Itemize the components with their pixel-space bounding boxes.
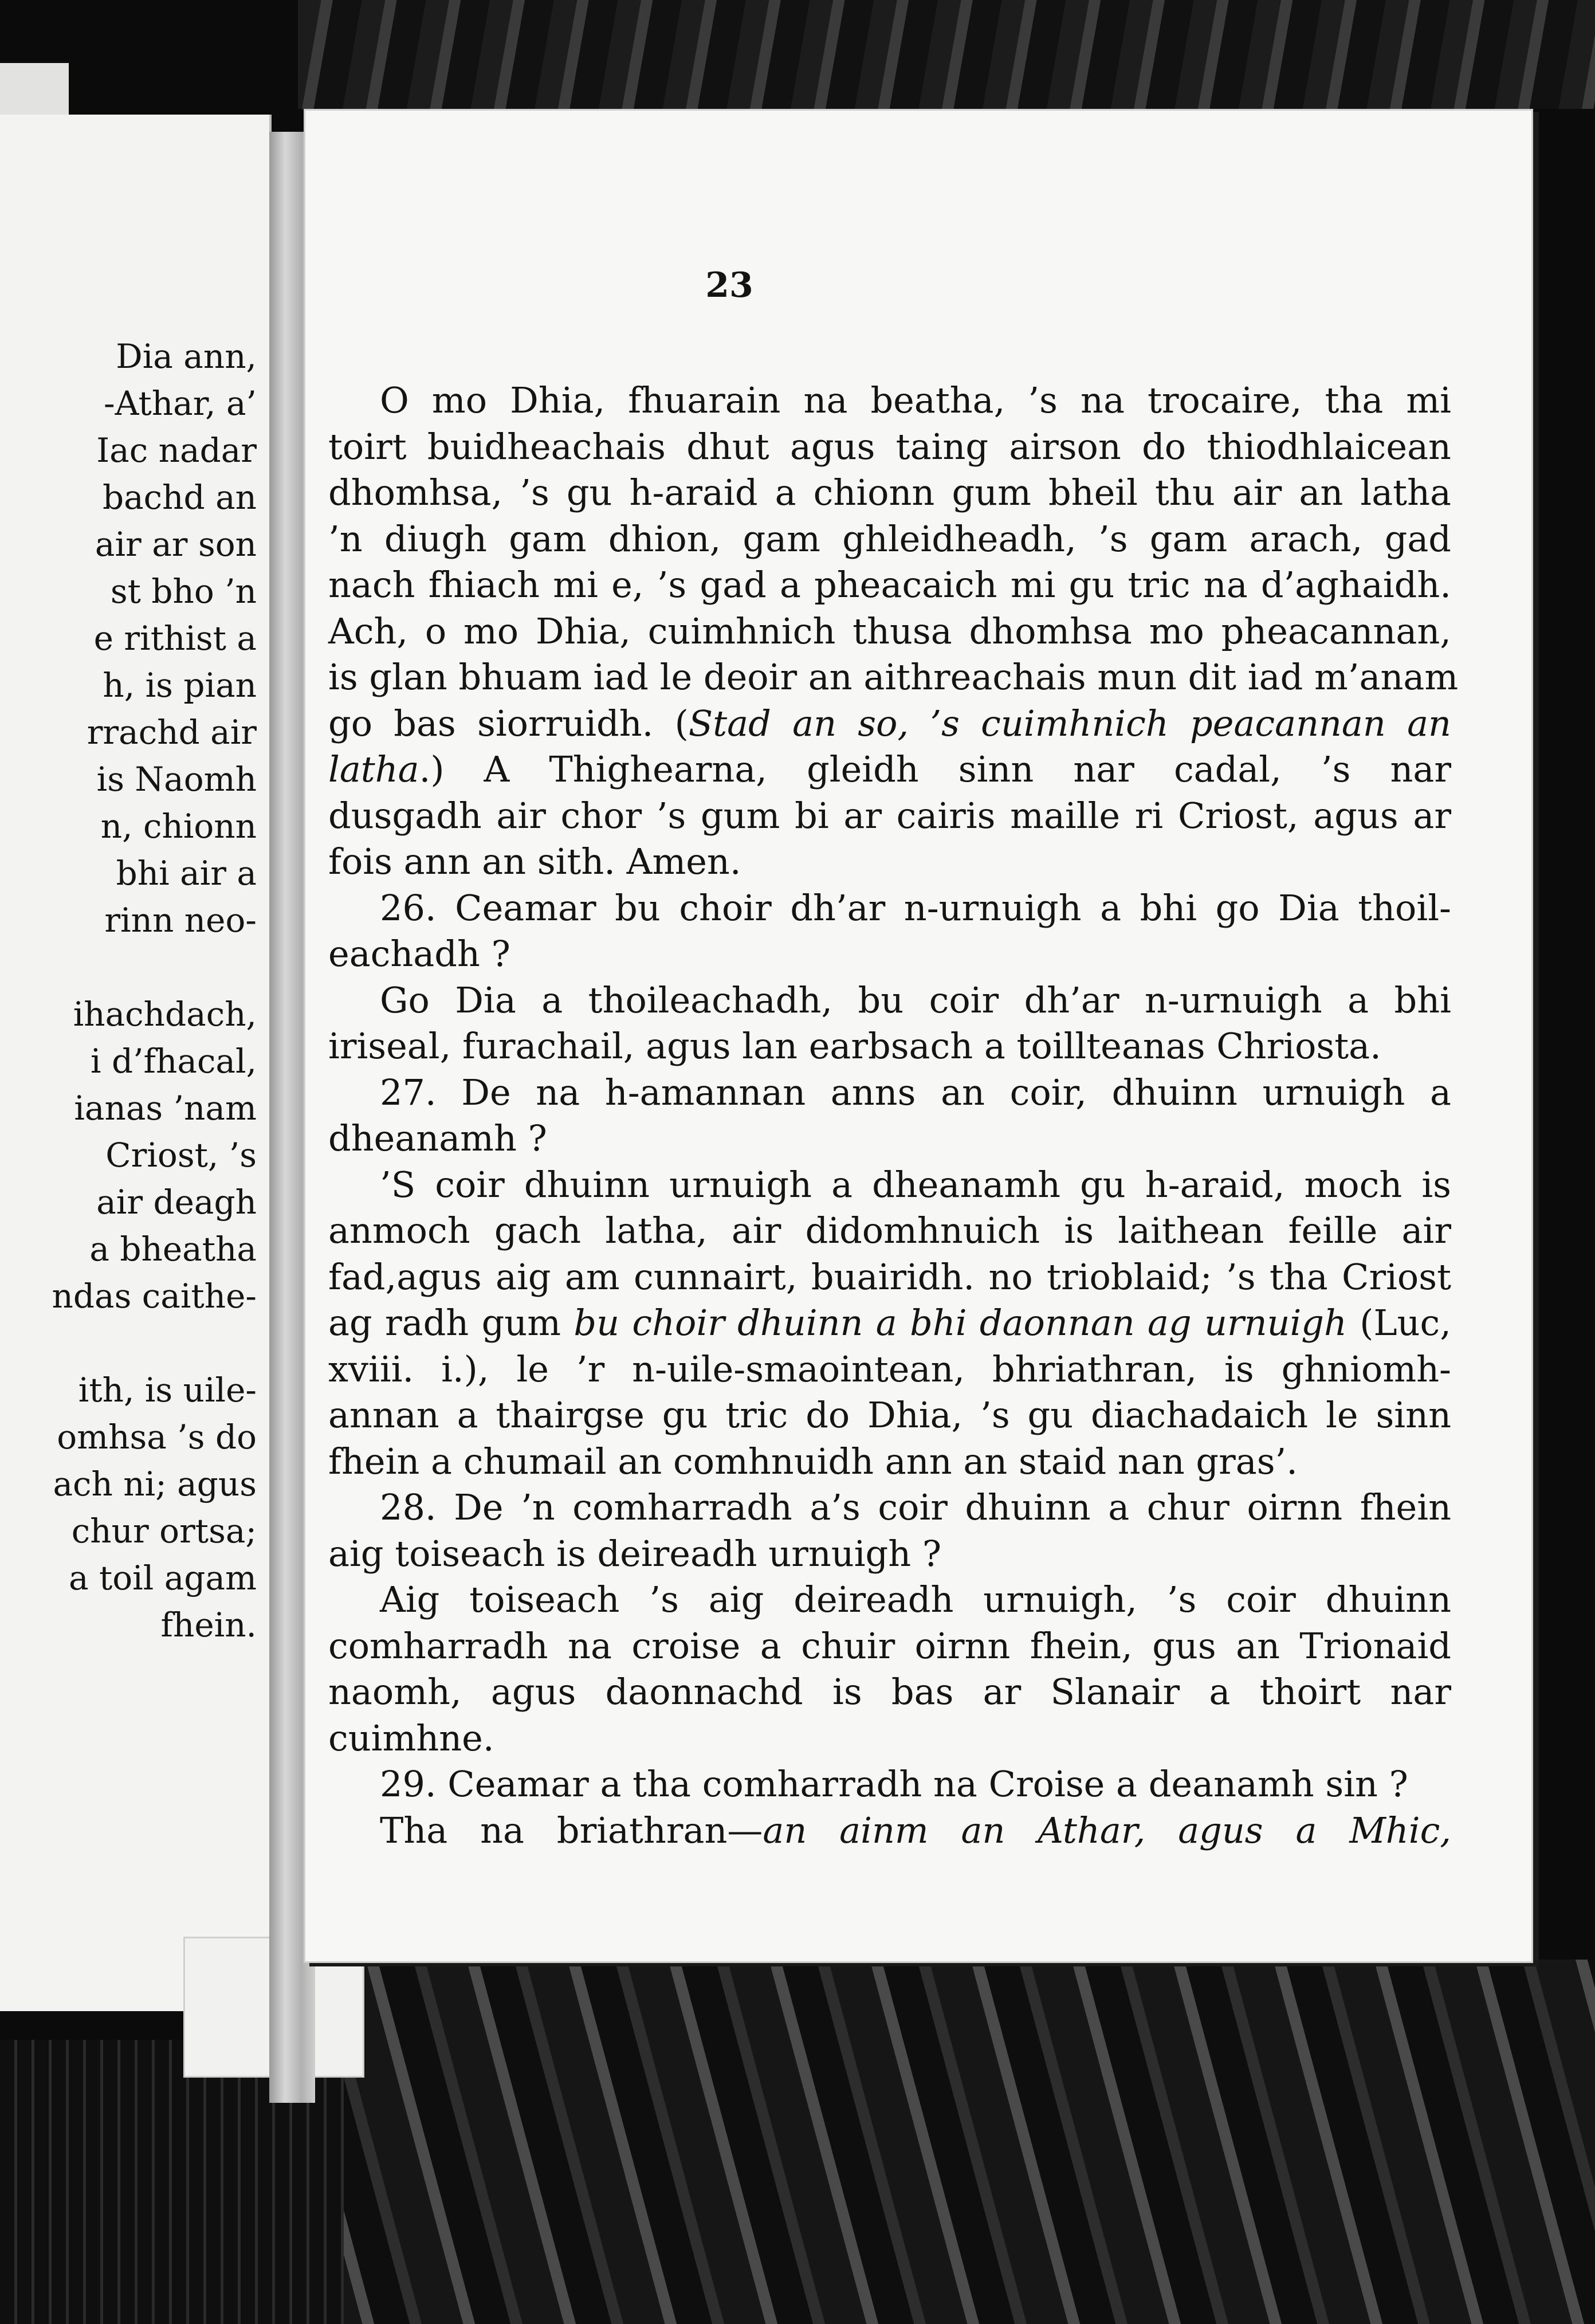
line-text: 26. Ceamar bu choir dh’ar n-urnuigh a bhi go Dia thoil- (380, 886, 1451, 929)
body-text-line (328, 888, 1451, 929)
line-text: iriseal, furachail, agus lan earbsach a toillteanas Chriosta. (328, 1025, 1381, 1067)
body-text-line (328, 841, 1451, 882)
right-page (304, 109, 1533, 1963)
line-text: 28. De ’n comharradh a’s coir dhuinn a chur oirnn fhein (380, 1486, 1451, 1528)
line-text: dusgadh air chor ’s gum bi ar cairis maille ri Criost, agus ar (328, 794, 1451, 837)
line-text: is glan bhuam iad le deoir an aithreachais mun dit iad m’anam (328, 656, 1459, 698)
line-text: xviii. i.), le ’r n-uile-smaointean, bhriathran, is ghniomh- (328, 1348, 1451, 1390)
left-page-line: Iac nadar (96, 431, 257, 470)
body-text-line (328, 795, 1451, 837)
left-page-line: a toil agam (68, 1559, 257, 1597)
body-text-line (328, 472, 1451, 513)
left-page-line: omhsa ’s do (57, 1418, 257, 1457)
line-text: go bas siorruidh. ( (328, 702, 689, 744)
left-page-line: rrachd air (87, 713, 257, 752)
body-text-line (328, 1441, 1451, 1482)
line-text: fad,agus aig am cunnairt, buairidh. no trioblaid; ’s tha Criost (328, 1255, 1451, 1298)
left-page-line: st bho ’n (110, 572, 257, 611)
line-text-after: (Luc, (1346, 1302, 1451, 1344)
left-page-line: ach ni; agus (53, 1465, 257, 1503)
body-text-line (328, 380, 1451, 421)
line-text: fhein a chumail an comhnuidh ann an staid nan gras’. (328, 1440, 1298, 1482)
body-text-line (328, 611, 1451, 652)
body-text-line (328, 1533, 1451, 1575)
line-text: aig toiseach is deireadh urnuigh ? (328, 1532, 942, 1575)
left-page-line: air ar son (95, 525, 257, 564)
italic-text: latha (328, 748, 419, 790)
left-page-line: a bheatha (89, 1230, 257, 1269)
left-page-line: air deagh (96, 1183, 257, 1222)
line-text: fois ann an sith. Amen. (328, 841, 741, 882)
line-text: O mo Dhia, fhuarain na beatha, ’s na trocaire, tha mi (380, 379, 1451, 421)
left-page-line: Dia ann, (116, 337, 257, 376)
left-page-line: is Naomh (96, 760, 257, 799)
body-text-line (328, 1671, 1451, 1713)
dark-backdrop-bottom (321, 1960, 1595, 2324)
line-text: ’n diugh gam dhion, gam ghleidheadh, ’s gam arach, gad (328, 517, 1451, 560)
left-page-line: bhi air a (116, 854, 257, 893)
line-text: ’S coir dhuinn urnuigh a dheanamh gu h-araid, moch is (380, 1163, 1451, 1206)
body-text-line (328, 1395, 1451, 1436)
left-page-line: e rithist a (93, 619, 257, 658)
left-page-line: bachd an (102, 478, 257, 517)
body-text-line (328, 1257, 1451, 1298)
line-text: 29. Ceamar a tha comharradh na Croise a deanamh sin ? (380, 1763, 1408, 1805)
left-page-line: ihachdach, (73, 995, 257, 1034)
left-page-line: h, is pian (103, 666, 257, 705)
left-page-line: ianas ’nam (74, 1089, 257, 1128)
body-text-line (328, 656, 1459, 698)
left-page-line: -Athar, a’ (104, 384, 257, 423)
body-text-line (328, 426, 1451, 468)
left-page-line: i d’fhacal, (91, 1042, 257, 1081)
italic-text: bu choir dhuinn a bhi daonnan ag urnuigh (573, 1302, 1347, 1344)
body-text-line (328, 1626, 1451, 1667)
body-text-line (328, 703, 1451, 744)
line-text: naomh, agus daonnachd is bas ar Slanair a thoirt nar (328, 1671, 1451, 1713)
line-text: ag radh gum (328, 1302, 574, 1344)
left-page-line: rinn neo- (104, 901, 257, 940)
left-facing-page (0, 115, 272, 2011)
line-text: comharradh na croise a chuir oirnn fhein, gus an Trionaid (328, 1624, 1451, 1667)
left-page-line: chur ortsa; (71, 1512, 257, 1550)
body-text-line (328, 1118, 1451, 1159)
body-text-line (328, 1349, 1451, 1390)
line-text: toirt buidheachais dhut agus taing airson do thiodhlaicean (328, 425, 1451, 468)
body-text-line (328, 1487, 1451, 1528)
left-page-line: ndas caithe- (52, 1277, 257, 1316)
body-text-line (328, 980, 1451, 1021)
body-text-line (328, 519, 1451, 560)
line-text: dhomhsa, ’s gu h-araid a chionn gum bheil thu air an latha (328, 472, 1451, 513)
body-text-line (328, 1810, 1451, 1851)
body-text-line (328, 749, 1451, 790)
body-text-line (328, 564, 1451, 606)
body-text-line (328, 1718, 1451, 1759)
line-text: .) A Thighearna, gleidh sinn nar cadal, ’s nar (419, 748, 1451, 790)
line-text: nach fhiach mi e, ’s gad a pheacaich mi gu tric na d’aghaidh. (328, 564, 1451, 606)
line-text: 27. De na h-amannan anns an coir, dhuinn urnuigh a (380, 1071, 1451, 1113)
line-text: Aig toiseach ’s aig deireadh urnuigh, ’s coir dhuinn (380, 1579, 1451, 1620)
body-text-line (328, 1072, 1451, 1113)
line-text: Tha na briathran— (380, 1809, 763, 1851)
body-text-line (328, 1764, 1451, 1805)
body-text-line (328, 1164, 1451, 1206)
body-text-line (328, 933, 1451, 975)
left-page-line: n, chionn (100, 807, 257, 846)
line-text: dheanamh ? (328, 1117, 547, 1159)
body-text-line (328, 1210, 1451, 1251)
line-text: annan a thairgse gu tric do Dhia, ’s gu diachadaich le sinn (328, 1394, 1451, 1436)
italic-text: Stad an so, ’s cuimhnich peacannan an (688, 702, 1451, 744)
italic-text: an ainm an Athar, agus a Mhic, (763, 1809, 1451, 1851)
left-page-line: Criost, ’s (105, 1136, 257, 1175)
line-text: Ach, o mo Dhia, cuimhnich thusa dhomhsa mo pheacannan, (328, 610, 1451, 652)
body-text-line (328, 1026, 1451, 1067)
left-page-line: ith, is uile- (78, 1371, 257, 1410)
body-text-line (328, 1302, 1451, 1344)
line-text: cuimhne. (328, 1717, 494, 1759)
dark-backdrop-top (298, 0, 1595, 109)
line-text: eachadh ? (328, 933, 510, 975)
line-text: anmoch gach latha, air didomhnuich is laithean feille air (328, 1210, 1451, 1251)
page-number: 23 (705, 265, 753, 305)
left-page-line: fhein. (160, 1605, 257, 1644)
body-text-line (328, 1579, 1451, 1620)
line-text: Go Dia a thoileachadh, bu coir dh’ar n-urnuigh a bhi (380, 979, 1451, 1021)
